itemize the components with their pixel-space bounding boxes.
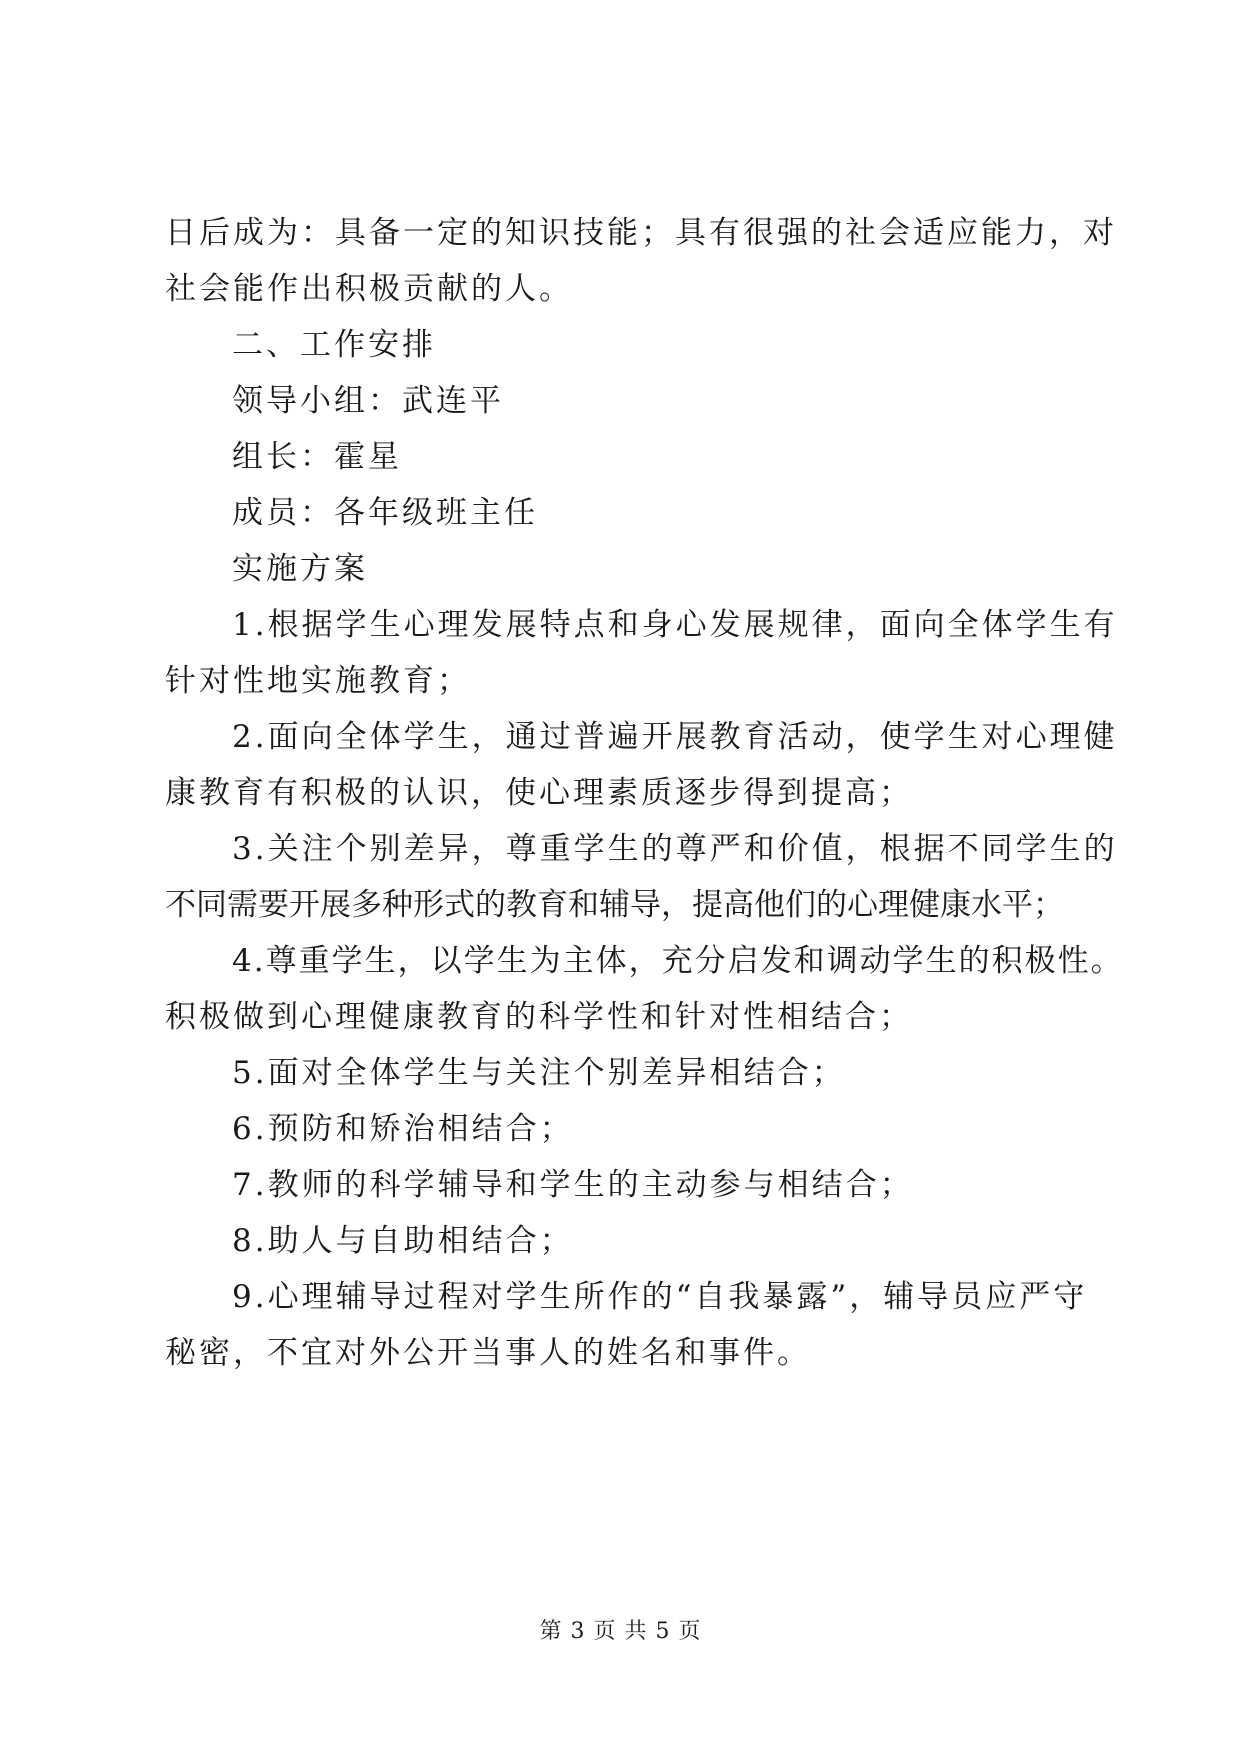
list-item-line: 1.根据学生心理发展特点和身心发展规律，面向全体学生有 [232,607,1118,643]
list-item-line: 7.教师的科学辅导和学生的主动参与相结合； [232,1167,914,1203]
body-text-line: 日后成为：具备一定的知识技能；具有很强的社会适应能力，对 [165,215,1117,251]
body-text-line: 社会能作出积极贡献的人。 [165,271,573,307]
list-item-line: 积极做到心理健康教育的科学性和针对性相结合； [165,999,913,1035]
list-item-line: 3.关注个别差异，尊重学生的尊严和价值，根据不同学生的 [232,831,1118,867]
list-item-line: 8.助人与自助相结合； [232,1223,574,1259]
list-item-line: 9.心理辅导过程对学生所作的“自我暴露”，辅导员应严守 [232,1279,1088,1315]
list-item-line: 秘密，不宜对外公开当事人的姓名和事件。 [165,1335,811,1371]
list-item-line: 5.面对全体学生与关注个别差异相结合； [232,1055,846,1091]
section-heading: 二、工作安排 [232,327,436,363]
list-item-line: 针对性地实施教育； [165,663,471,699]
list-item-line: 2.面向全体学生，通过普遍开展教育活动，使学生对心理健 [232,719,1118,755]
list-item-line: 不同需要开展多种形式的教育和辅导，提高他们的心理健康水平； [165,887,1064,923]
body-text-line: 领导小组：武连平 [232,383,504,419]
subsection-heading: 实施方案 [232,551,368,587]
body-text-line: 组长：霍星 [232,439,402,475]
list-item-line: 4.尊重学生，以学生为主体，充分启发和调动学生的积极性。 [232,943,1124,979]
page-number-footer: 第 3 页 共 5 页 [539,1619,702,1644]
list-item-line: 康教育有积极的认识，使心理素质逐步得到提高； [165,775,913,811]
body-text-line: 成员：各年级班主任 [232,495,538,531]
list-item-line: 6.预防和矫治相结合； [232,1111,574,1147]
